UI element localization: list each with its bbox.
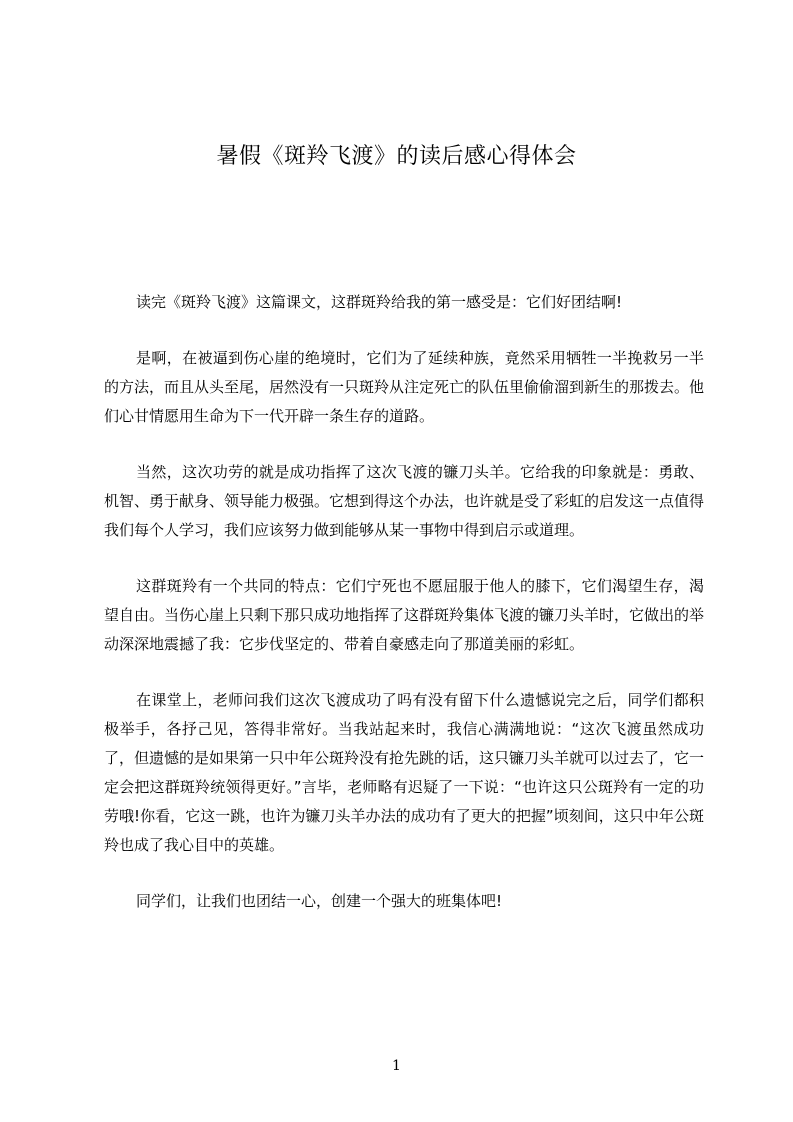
page-number: 1	[392, 1058, 401, 1074]
paragraph-6: 同学们，让我们也团结一心，创建一个强大的班集体吧!	[136, 892, 503, 910]
paragraph-5: 在课堂上，老师问我们这次飞渡成功了吗有没有留下什么遗憾说完之后，同学们都积极举手，各抒己见，答得非常好。当我站起来时，我信心满满地说：“这次飞渡虽然成功了，但遗憾的是如果第一只中年公斑羚没有抢先跳的话，这只镰刀头羊就可以过去了，它一定会把这群斑羚统领得更好。”言毕，老师略有迟疑了一下说：“也许这只公斑羚有一定的功劳哦!你看，它这一跳，也许为镰刀头羊办法的成功有了更大的把握”顷刻间，这只中年公斑羚也成了我心目中的英雄。	[104, 691, 705, 854]
document-body	[104, 288, 704, 943]
paragraph-1: 读完《斑羚飞渡》这篇课文，这群斑羚给我的第一感受是：它们好团结啊!	[136, 293, 623, 311]
paragraph-3: 当然，这次功劳的就是成功指挥了这次飞渡的镰刀头羊。它给我的印象就是：勇敢、机智、勇于献身、领导能力极强。它想到得这个办法，也许就是受了彩虹的启发这一点值得我们每个人学习，我们应该努力做到能够从某一事物中得到启示或道理。	[104, 463, 705, 539]
document-title: 暑假《斑羚飞渡》的读后感心得体会	[216, 144, 577, 169]
paragraph-2: 是啊，在被逼到伤心崖的绝境时，它们为了延续种族，竟然采用牺牲一半挽救另一半的方法，而且从头至尾，居然没有一只斑羚从注定死亡的队伍里偷偷溜到新生的那拨去。他们心甘情愿用生命为下一代开辟一条生存的道路。	[104, 349, 705, 425]
paragraph-4: 这群斑羚有一个共同的特点：它们宁死也不愿屈服于他人的膝下，它们渴望生存，渴望自由。当伤心崖上只剩下那只成功地指挥了这群斑羚集体飞渡的镰刀头羊时，它做出的举动深深地震撼了我：它步伐坚定的、带着自豪感走向了那道美丽的彩虹。	[104, 577, 705, 653]
